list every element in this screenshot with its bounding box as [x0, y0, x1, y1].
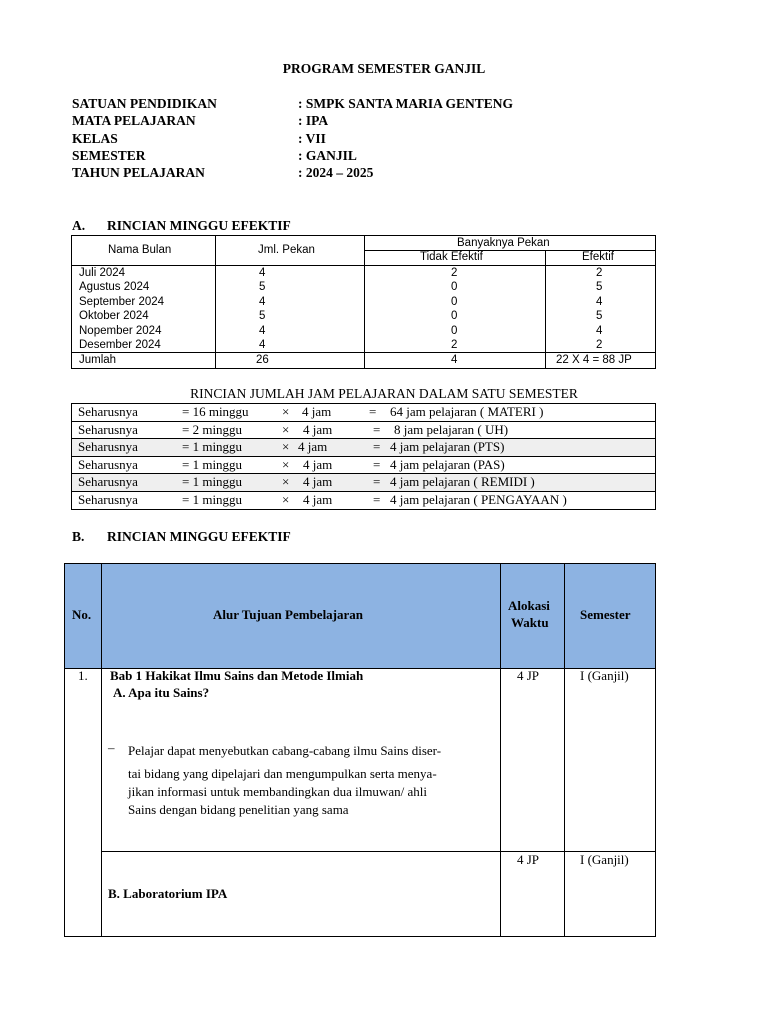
row-not-effective: 0	[451, 281, 458, 293]
info-label: TAHUN PELAJARAN	[72, 165, 205, 180]
info-value: : IPA	[298, 113, 329, 128]
total-label: Jumlah	[79, 354, 117, 366]
total-effective: 22 X 4 = 88 JP	[556, 354, 632, 366]
row-not-effective: 0	[451, 310, 458, 322]
hours-result: 4 jam pelajaran (PTS)	[390, 439, 505, 454]
document-title: PROGRAM SEMESTER GANJIL	[282, 61, 486, 76]
hours-label: Seharusnya	[78, 439, 138, 454]
row-effective: 4	[596, 325, 603, 337]
hours-row	[72, 404, 655, 422]
alloc-value: 4 JP	[517, 852, 540, 867]
hours-row	[72, 422, 655, 440]
hours-weeks: = 16 minggu	[182, 404, 249, 419]
hours-per-week: 4 jam	[303, 421, 333, 437]
row-month: Agustus 2024	[79, 281, 150, 293]
hours-row	[72, 474, 655, 492]
row-weeks: 4	[259, 267, 266, 279]
hours-per-week: 4 jam	[298, 439, 328, 454]
hours-label: Seharusnya	[78, 421, 138, 437]
hours-weeks: = 1 minggu	[182, 439, 243, 454]
row-month: Juli 2024	[79, 267, 126, 279]
info-value: : VII	[298, 131, 326, 146]
hours-weeks: = 1 minggu	[182, 456, 243, 472]
row-effective: 5	[596, 310, 603, 322]
row-weeks: 5	[259, 281, 266, 293]
header-month: Nama Bulan	[108, 244, 172, 256]
hours-title: RINCIAN JUMLAH JAM PELAJARAN DALAM SATU SEMESTER	[190, 386, 578, 401]
hours-label: Seharusnya	[78, 456, 138, 472]
subchapter-title: B. Laboratorium IPA	[108, 886, 228, 901]
semester-value: I (Ganjil)	[580, 852, 629, 867]
hours-result: 4 jam pelajaran ( REMIDI )	[390, 474, 535, 489]
hours-label: Seharusnya	[78, 404, 138, 419]
hours-per-week: 4 jam	[303, 456, 333, 472]
semester-value: I (Ganjil)	[580, 668, 629, 683]
hours-weeks: = 1 minggu	[182, 474, 243, 489]
info-value: : GANJIL	[298, 148, 357, 163]
header-group: Banyaknya Pekan	[457, 237, 550, 249]
row-month: Oktober 2024	[79, 310, 149, 322]
subchapter-title: A. Apa itu Sains?	[113, 685, 210, 700]
hours-label: Seharusnya	[78, 474, 138, 489]
row-weeks: 4	[259, 325, 266, 337]
row-month: Desember 2024	[79, 339, 161, 351]
header-alloc-line1: Alokasi	[508, 598, 550, 613]
info-label: SATUAN PENDIDIKAN	[72, 96, 217, 111]
hours-weeks: = 1 minggu	[182, 491, 243, 507]
total-weeks: 26	[256, 354, 269, 366]
row-not-effective: 0	[451, 296, 458, 308]
hours-result: 64 jam pelajaran ( MATERI )	[390, 404, 544, 419]
info-value: : SMPK SANTA MARIA GENTENG	[298, 96, 514, 111]
chapter-title: Bab 1 Hakikat Ilmu Sains dan Metode Ilmiah	[110, 668, 364, 683]
info-label: KELAS	[72, 131, 118, 146]
row-not-effective: 2	[451, 339, 458, 351]
objective-line: jikan informasi untuk membandingkan dua ilmuwan/ ahli	[128, 784, 427, 799]
header-alloc-line2: Waktu	[511, 615, 549, 630]
row-number: 1.	[78, 668, 88, 683]
info-value: : 2024 – 2025	[298, 165, 374, 180]
section-b-number: B.	[72, 529, 85, 544]
hours-times: ×	[282, 456, 290, 472]
row-effective: 4	[596, 296, 603, 308]
row-effective: 2	[596, 267, 603, 279]
row-month: September 2024	[79, 296, 165, 308]
header-semester: Semester	[580, 607, 631, 622]
hours-times: ×	[282, 421, 290, 437]
hours-equals: =	[373, 456, 381, 472]
hours-row	[72, 492, 655, 510]
info-label: SEMESTER	[72, 148, 146, 163]
hours-equals: =	[373, 491, 381, 507]
header-not-effective: Tidak Efektif	[420, 251, 483, 263]
hours-equals: =	[373, 421, 381, 437]
hours-equals: =	[369, 404, 377, 419]
alloc-value: 4 JP	[517, 668, 540, 683]
total-not-effective: 4	[451, 354, 458, 366]
row-month: Nopember 2024	[79, 325, 162, 337]
section-b-title: RINCIAN MINGGU EFEKTIF	[107, 529, 291, 544]
hours-result: 4 jam pelajaran ( PENGAYAAN )	[390, 491, 567, 507]
header-effective: Efektif	[582, 251, 614, 263]
info-label: MATA PELAJARAN	[72, 113, 196, 128]
hours-row	[72, 457, 655, 475]
hours-times: ×	[282, 474, 290, 489]
hours-equals: =	[373, 474, 381, 489]
hours-per-week: 4 jam	[302, 404, 332, 419]
hours-times: ×	[282, 439, 290, 454]
row-not-effective: 2	[451, 267, 458, 279]
header-no: No.	[72, 607, 92, 622]
header-flow: Alur Tujuan Pembelajaran	[213, 607, 364, 622]
hours-result: 8 jam pelajaran ( UH)	[394, 421, 509, 437]
section-a-number: A.	[72, 218, 86, 233]
row-not-effective: 0	[451, 325, 458, 337]
bullet-dash: –	[108, 740, 115, 755]
hours-result: 4 jam pelajaran (PAS)	[390, 456, 505, 472]
row-effective: 5	[596, 281, 603, 293]
header-weeks: Jml. Pekan	[258, 244, 315, 256]
hours-equals: =	[373, 439, 381, 454]
row-effective: 2	[596, 339, 603, 351]
objective-line: Sains dengan bidang penelitian yang sama	[128, 802, 349, 817]
effective-weeks-table	[71, 235, 656, 369]
row-weeks: 4	[259, 296, 266, 308]
learning-flow-table	[64, 563, 656, 937]
objective-line: tai bidang yang dipelajari dan mengumpulkan serta menya-	[128, 766, 437, 781]
hours-label: Seharusnya	[78, 491, 138, 507]
hours-times: ×	[282, 404, 290, 419]
hours-times: ×	[282, 491, 290, 507]
hours-table	[71, 403, 656, 510]
objective-line: Pelajar dapat menyebutkan cabang-cabang ilmu Sains diser-	[128, 743, 442, 758]
row-weeks: 4	[259, 339, 266, 351]
row-weeks: 5	[259, 310, 266, 322]
hours-per-week: 4 jam	[303, 491, 333, 507]
section-a-title: RINCIAN MINGGU EFEKTIF	[107, 218, 291, 233]
hours-row	[72, 439, 655, 457]
hours-weeks: = 2 minggu	[182, 421, 243, 437]
hours-per-week: 4 jam	[303, 474, 333, 489]
